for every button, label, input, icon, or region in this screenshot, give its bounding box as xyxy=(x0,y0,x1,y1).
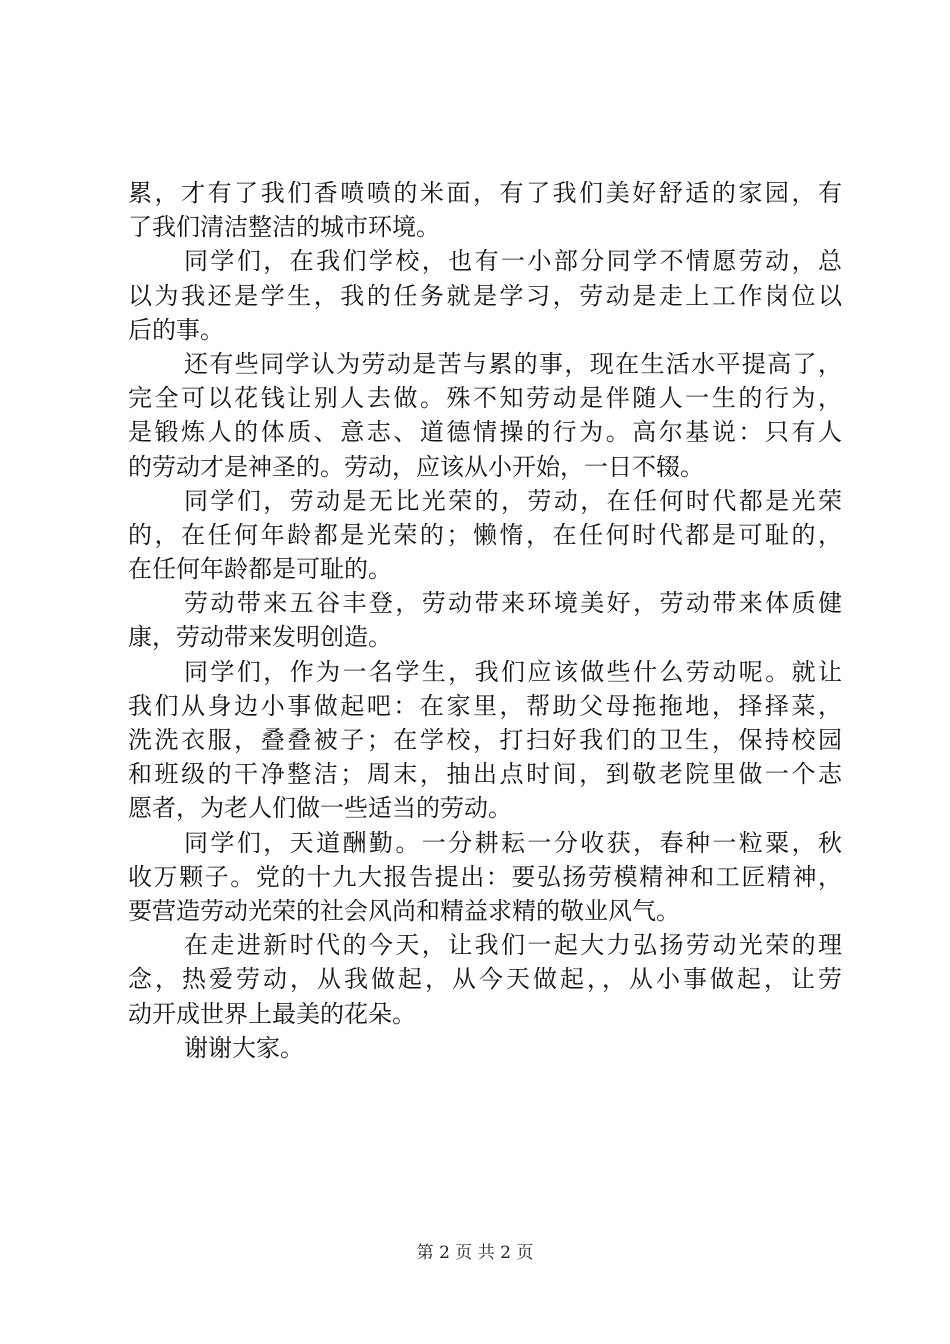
text-line: 在任何年龄都是可耻的。 xyxy=(128,555,392,584)
text-line: 康，劳动带来发明创造。 xyxy=(128,623,392,652)
text-line: 同学们，天道酬勤。一分耕耘一分收获，春种一粒粟，秋 xyxy=(184,828,842,857)
text-line: 同学们，作为一名学生，我们应该做些什么劳动呢。就让 xyxy=(184,657,842,686)
text-line: 完全可以花钱让别人去做。殊不知劳动是伴随人一生的行为， xyxy=(128,384,842,413)
text-line: 愿者，为老人们做一些适当的劳动。 xyxy=(128,794,512,823)
text-line: 同学们，在我们学校，也有一小部分同学不情愿劳动，总 xyxy=(184,247,842,276)
paragraph xyxy=(128,826,842,929)
text-line: 在走进新时代的今天，让我们一起大力弘扬劳动光荣的理 xyxy=(184,931,842,960)
paragraph xyxy=(128,176,842,244)
paragraph xyxy=(128,928,842,1031)
page-number-footer: 第 2 页 共 2 页 xyxy=(416,1243,534,1263)
text-line: 的，在任何年龄都是光荣的；懒惰，在任何时代都是可耻的， xyxy=(128,520,842,549)
text-line: 谢谢大家。 xyxy=(184,1033,304,1062)
text-line: 同学们，劳动是无比光荣的，劳动，在任何时代都是光荣 xyxy=(184,486,842,515)
text-line: 以为我还是学生，我的任务就是学习，劳动是走上工作岗位以 xyxy=(128,281,842,310)
text-line: 还有些同学认为劳动是苦与累的事，现在生活水平提高了， xyxy=(184,349,842,378)
text-line: 后的事。 xyxy=(128,315,224,344)
text-line: 洗洗衣服，叠叠被子；在学校，打扫好我们的卫生，保持校园 xyxy=(128,726,842,754)
text-line: 动开成世界上最美的花朵。 xyxy=(128,999,416,1028)
text-line: 要营造劳动光荣的社会风尚和精益求精的敬业风气。 xyxy=(128,896,680,925)
text-line: 念，热爱劳动，从我做起，从今天做起，，从小事做起，让劳 xyxy=(128,965,842,994)
paragraph xyxy=(128,347,842,484)
paragraph xyxy=(128,1031,842,1065)
paragraph xyxy=(128,484,842,587)
text-line: 的劳动才是神圣的。劳动，应该从小开始，一日不辍。 xyxy=(128,452,704,481)
paragraph xyxy=(128,244,842,347)
paragraph xyxy=(128,655,842,826)
text-line: 劳动带来五谷丰登，劳动带来环境美好，劳动带来体质健 xyxy=(184,589,842,618)
text-line: 和班级的干净整洁；周末，抽出点时间，到敬老院里做一个志 xyxy=(128,760,842,789)
text-line: 我们从身边小事做起吧：在家里，帮助父母拖拖地，择择菜， xyxy=(128,691,842,720)
text-line: 了我们清洁整洁的城市环境。 xyxy=(128,213,440,242)
paragraph xyxy=(128,586,842,654)
text-line: 收万颗子。党的十九大报告提出：要弘扬劳模精神和工匠精神， xyxy=(128,862,842,891)
text-line: 是锻炼人的体质、意志、道德情操的行为。高尔基说：只有人 xyxy=(128,418,842,447)
text-line: 累，才有了我们香喷喷的米面，有了我们美好舒适的家园，有 xyxy=(128,179,842,207)
document-body xyxy=(128,176,842,1065)
